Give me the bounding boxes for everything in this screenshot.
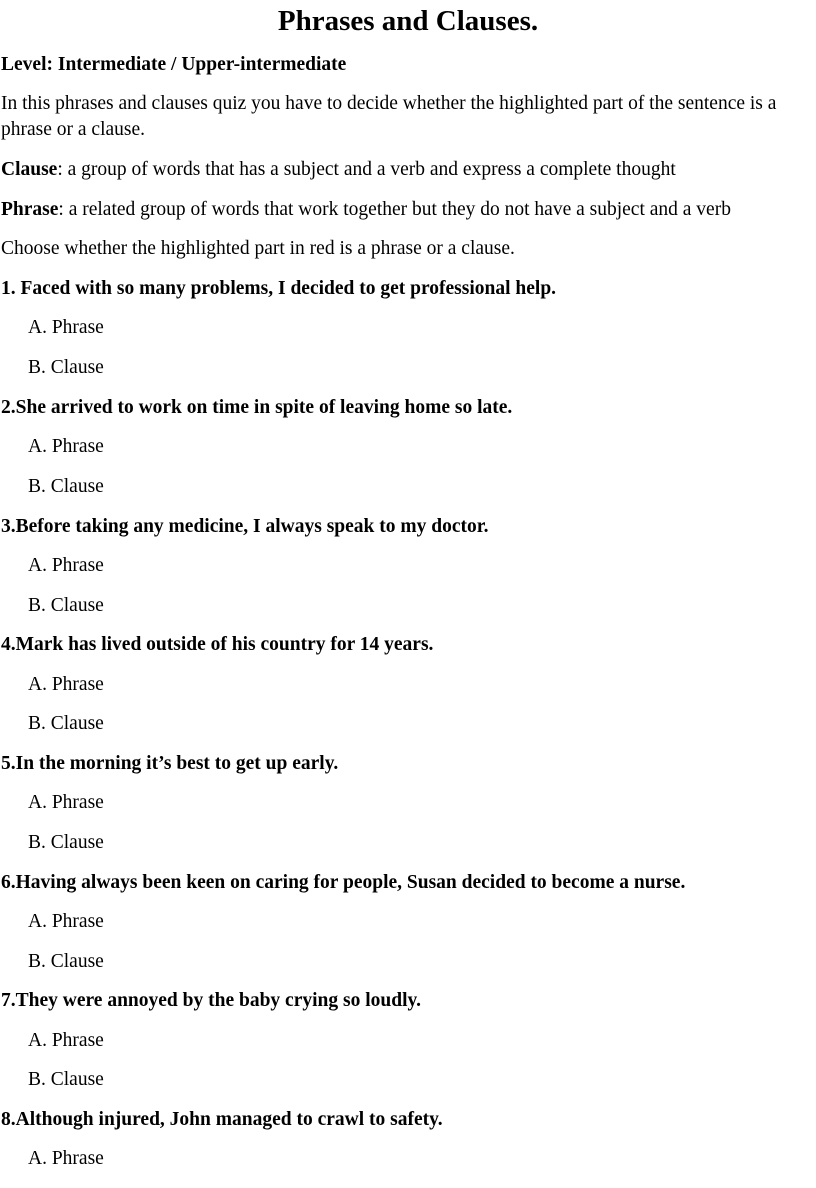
question-7: 7.They were annoyed by the baby crying so loudly.	[1, 990, 422, 1011]
question-1: 1. Faced with so many problems, I decided to get professional help.	[1, 278, 557, 299]
intro-paragraph: In this phrases and clauses quiz you have to decide whether the highlighted part of the sentence is a phrase or a clause.	[1, 93, 777, 140]
question-1-option-a[interactable]: A. Phrase	[28, 317, 104, 338]
level-line: Level: Intermediate / Upper-intermediate	[1, 54, 347, 75]
question-4: 4.Mark has lived outside of his country for 14 years.	[1, 634, 434, 655]
question-2: 2.She arrived to work on time in spite of leaving home so late.	[1, 397, 513, 418]
clause-definition	[1, 157, 676, 183]
question-4-option-b[interactable]: B. Clause	[28, 713, 104, 734]
question-5: 5.In the morning it’s best to get up early.	[1, 753, 339, 774]
question-6-option-b[interactable]: B. Clause	[28, 951, 104, 972]
question-8-option-a[interactable]: A. Phrase	[28, 1148, 104, 1169]
question-1-option-b[interactable]: B. Clause	[28, 357, 104, 378]
question-6-option-a[interactable]: A. Phrase	[28, 911, 104, 932]
phrase-definition	[1, 197, 731, 223]
question-4-option-a[interactable]: A. Phrase	[28, 674, 104, 695]
question-3: 3.Before taking any medicine, I always speak to my doctor.	[1, 516, 489, 537]
question-7-option-b[interactable]: B. Clause	[28, 1069, 104, 1090]
question-5-option-a[interactable]: A. Phrase	[28, 792, 104, 813]
question-2-option-a[interactable]: A. Phrase	[28, 436, 104, 457]
phrase-definition-text: : a related group of words that work together but they do not have a subject and a verb	[58, 199, 731, 220]
question-8: 8.Although injured, John managed to crawl to safety.	[1, 1109, 443, 1130]
phrase-term: Phrase	[1, 199, 59, 220]
page-title: Phrases and Clauses.	[277, 5, 539, 37]
clause-term: Clause	[1, 159, 58, 180]
question-3-option-a[interactable]: A. Phrase	[28, 555, 104, 576]
instruction-line: Choose whether the highlighted part in red is a phrase or a clause.	[1, 238, 515, 259]
clause-definition-text: : a group of words that has a subject and a verb and express a complete thought	[57, 159, 676, 180]
question-3-option-b[interactable]: B. Clause	[28, 595, 104, 616]
question-6: 6.Having always been keen on caring for people, Susan decided to become a nurse.	[1, 872, 686, 893]
question-5-option-b[interactable]: B. Clause	[28, 832, 104, 853]
question-2-option-b[interactable]: B. Clause	[28, 476, 104, 497]
question-7-option-a[interactable]: A. Phrase	[28, 1030, 104, 1051]
